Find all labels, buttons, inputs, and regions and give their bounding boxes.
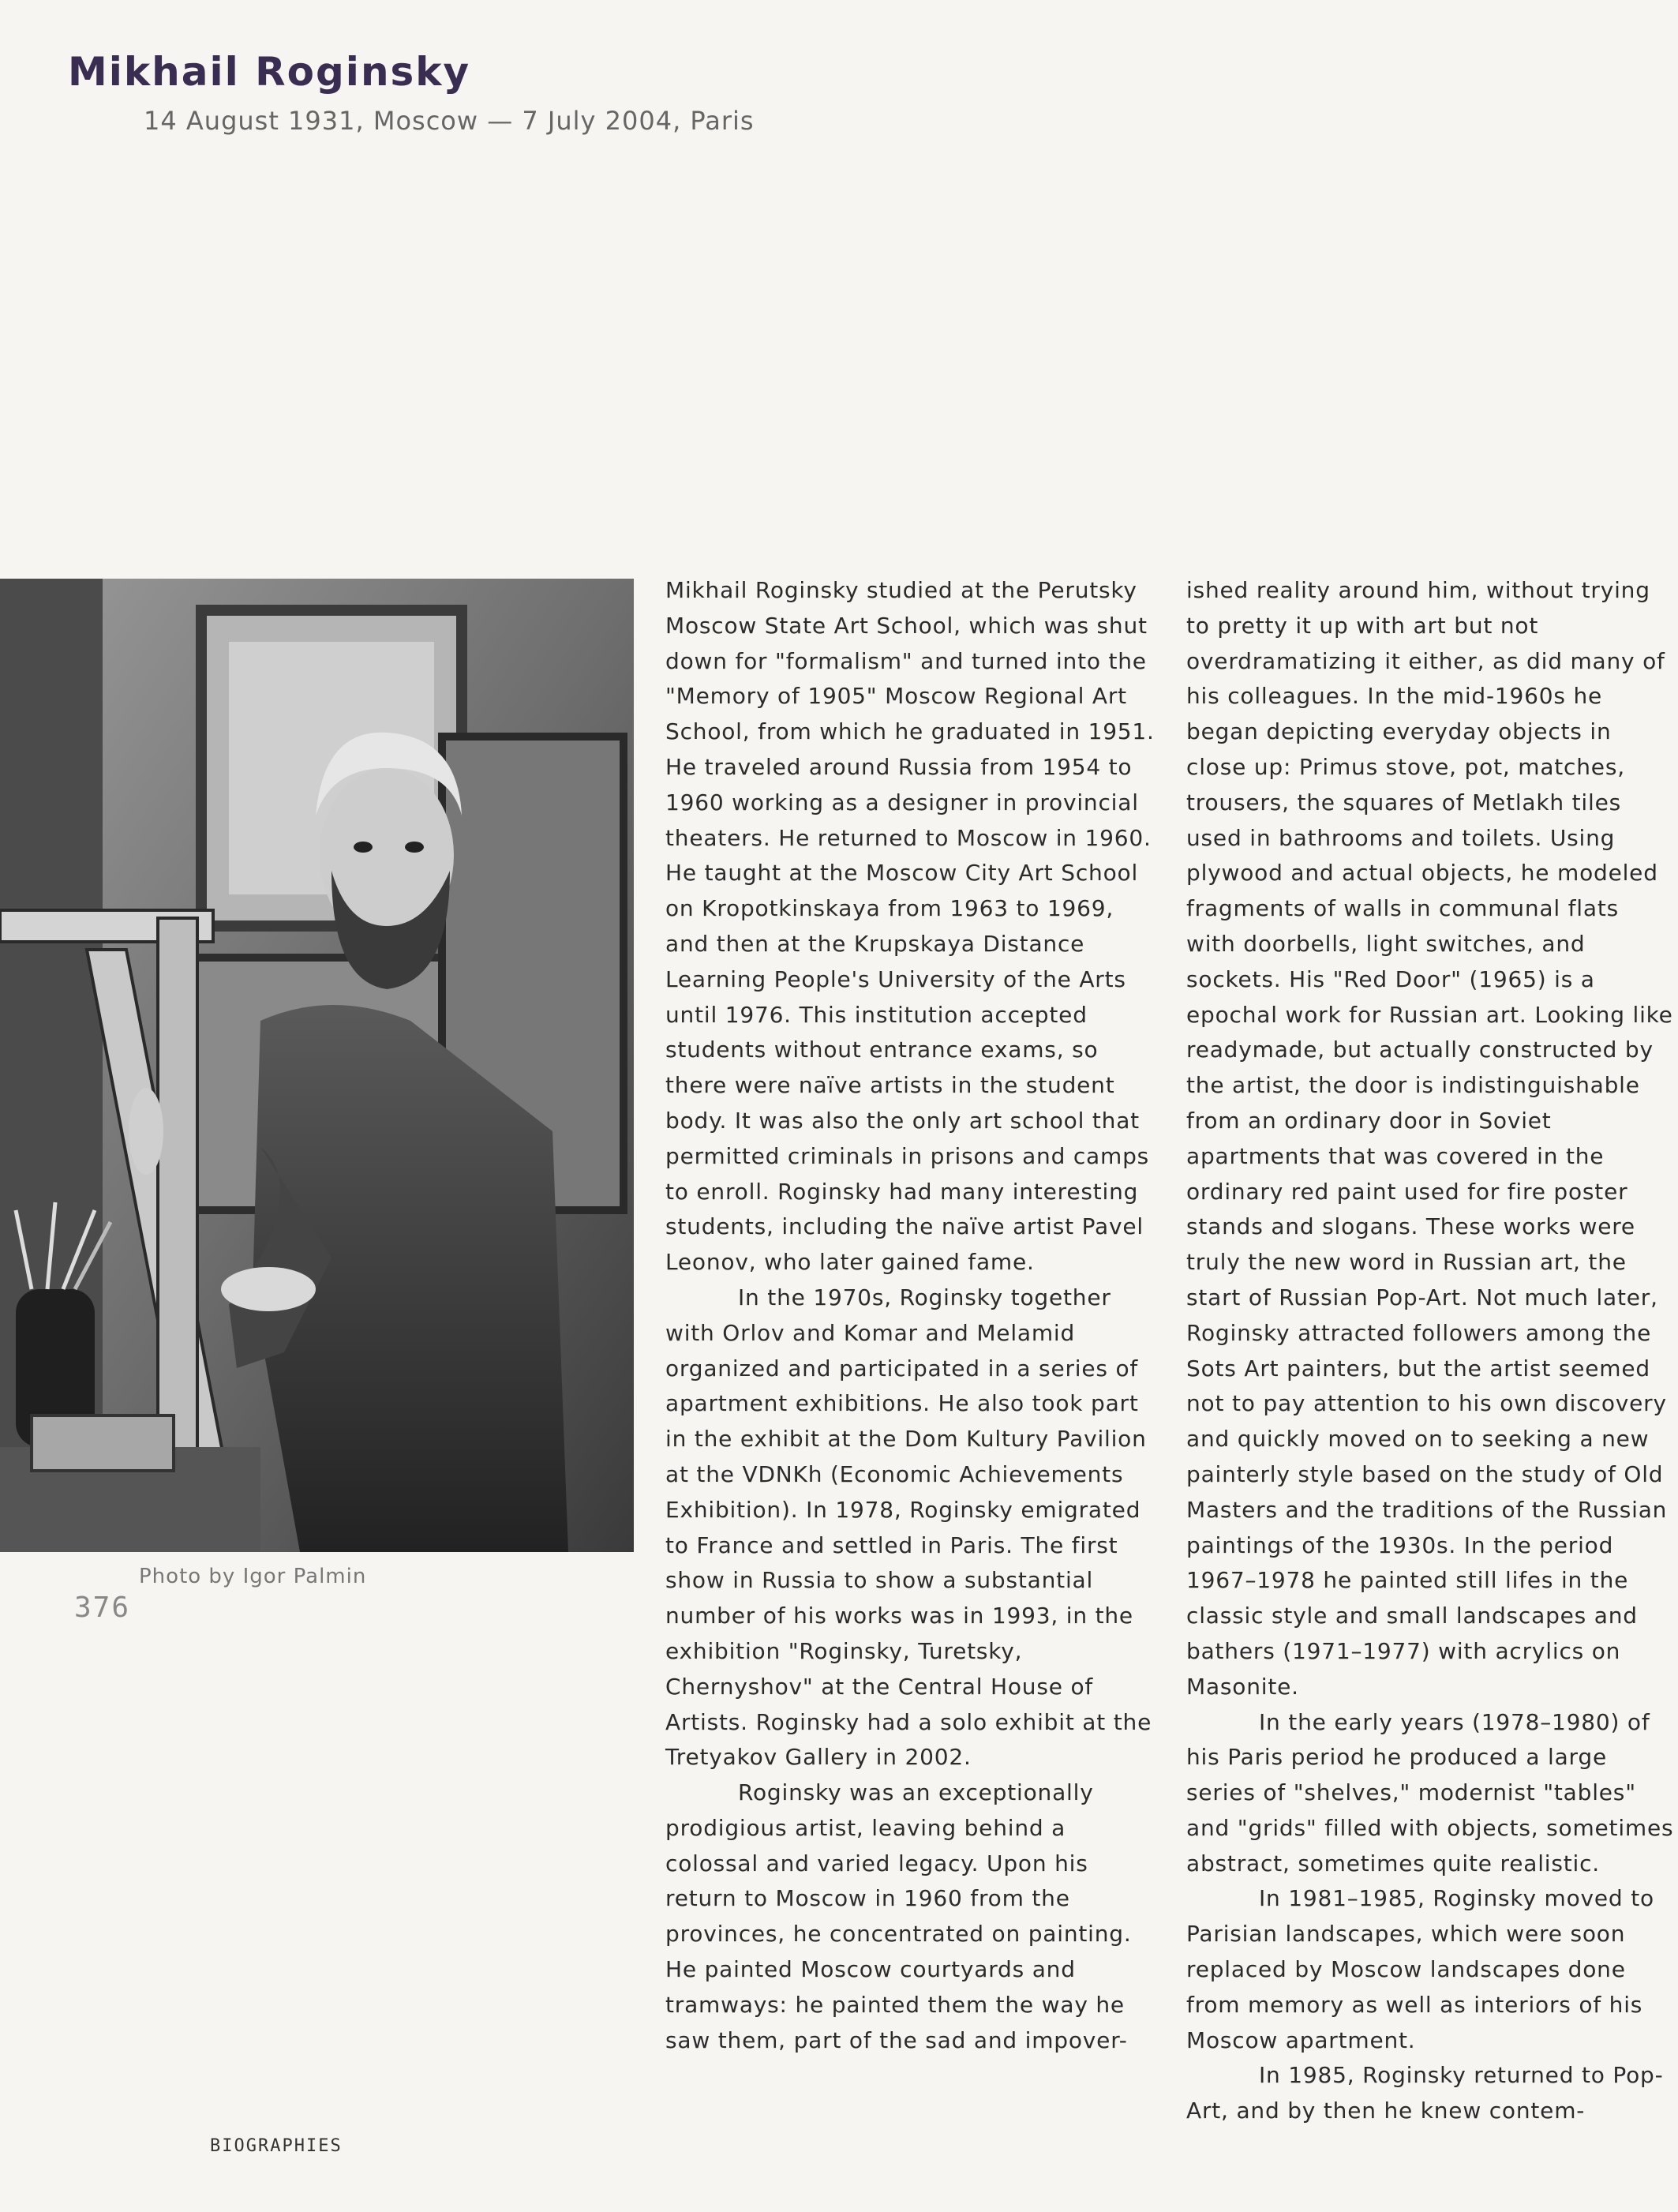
photo-illustration xyxy=(0,579,634,1552)
artist-dates: 14 August 1931, Moscow — 7 July 2004, Paris xyxy=(144,106,755,136)
section-footer: BIOGRAPHIES xyxy=(210,2136,343,2156)
text-column-right xyxy=(1186,573,1676,2129)
paragraph: In 1985, Roginsky returned to Pop-Art, and by then he knew contem- xyxy=(1186,2062,1664,2124)
artist-photo xyxy=(0,579,634,1552)
paragraph: Mikhail Roginsky studied at the Perutsky Moscow State Art School, which was shut down for "formalism" and turned into the "Memory of 1905" Moscow Regional Art School, from which he graduated in 1951. He traveled around Russia from 1954 to 1960 working as a designer in provincial theaters. He returned to Moscow in 1960. He taught at the Moscow City Art School on Kropotkinskaya from 1963 to 1969, and then at the Krupskaya Distance Learning People's University of the Arts until 1976. This institution accepted students without entrance exams, so there were naïve artists in the student body. It was also the only art school that permitted criminals in prisons and camps to enroll. Roginsky had many interesting students, including the naïve artist Pavel Leonov, who later gained fame. xyxy=(665,577,1155,1276)
artist-name: Mikhail Roginsky xyxy=(68,49,471,95)
paragraph: In 1981–1985, Roginsky moved to Parisian landscapes, which were soon replaced by Moscow landscapes done from memory as well as interiors of his Moscow apartment. xyxy=(1186,1885,1654,2053)
text-column-left xyxy=(665,573,1163,2058)
page-number: 376 xyxy=(74,1592,131,1624)
paragraph: Roginsky was an exceptionally prodigious artist, leaving behind a colossal and varied legacy. Upon his return to Moscow in 1960 from the provinces, he concentrated on painting. He painted Moscow courtyards and tramways: he painted them the way he saw them, part of the sad and impover- xyxy=(665,1779,1132,2053)
photo-caption: Photo by Igor Palmin xyxy=(139,1565,367,1588)
paragraph: In the early years (1978–1980) of his Paris period he produced a large series of "shelves," modernist "tables" and "grids" filled with objects, sometimes abstract, sometimes quite realistic. xyxy=(1186,1708,1674,1876)
paragraph: ished reality around him, without trying to pretty it up with art but not overdramatizing it either, as did many of his colleagues. In the mid-1960s he began depicting everyday objects in close up: Primus stove, pot, matches, trousers, the squares of Metlakh tiles used in bathrooms and toilets. Using plywood and actual objects, he modeled fragments of walls in communal flats with doorbells, light switches, and sockets. His "Red Door" (1965) is a epochal work for Russian art. Looking like readymade, but actually constructed by the artist, the door is indistinguishable from an ordinary door in Soviet apartments that was covered in the ordinary red paint used for fire poster stands and slogans. These works were truly the new word in Russian art, the start of Russian Pop-Art. Not much later, Roginsky attracted followers among the Sots Art painters, but the artist seemed not to pay attention to his own discovery and quickly moved on to seeking a new painterly style based on the study of Old Masters and the traditions of the Russian paintings of the 1930s. In the period 1967–1978 he painted still lifes in the classic style and small landscapes and bathers (1971–1977) with acrylics on Masonite. xyxy=(1186,577,1673,1700)
paragraph: In the 1970s, Roginsky together with Orlov and Komar and Melamid organized and participated in a series of apartment exhibitions. He also took part in the exhibit at the Dom Kultury Pavilion at the VDNKh (Economic Achievements Exhibition). In 1978, Roginsky emigrated to France and settled in Paris. The first show in Russia to show a substantial number of his works was in 1993, in the exhibition "Roginsky, Turetsky, Chernyshov" at the Central House of Artists. Roginsky had a solo exhibit at the Tretyakov Gallery in 2002. xyxy=(665,1284,1152,1771)
